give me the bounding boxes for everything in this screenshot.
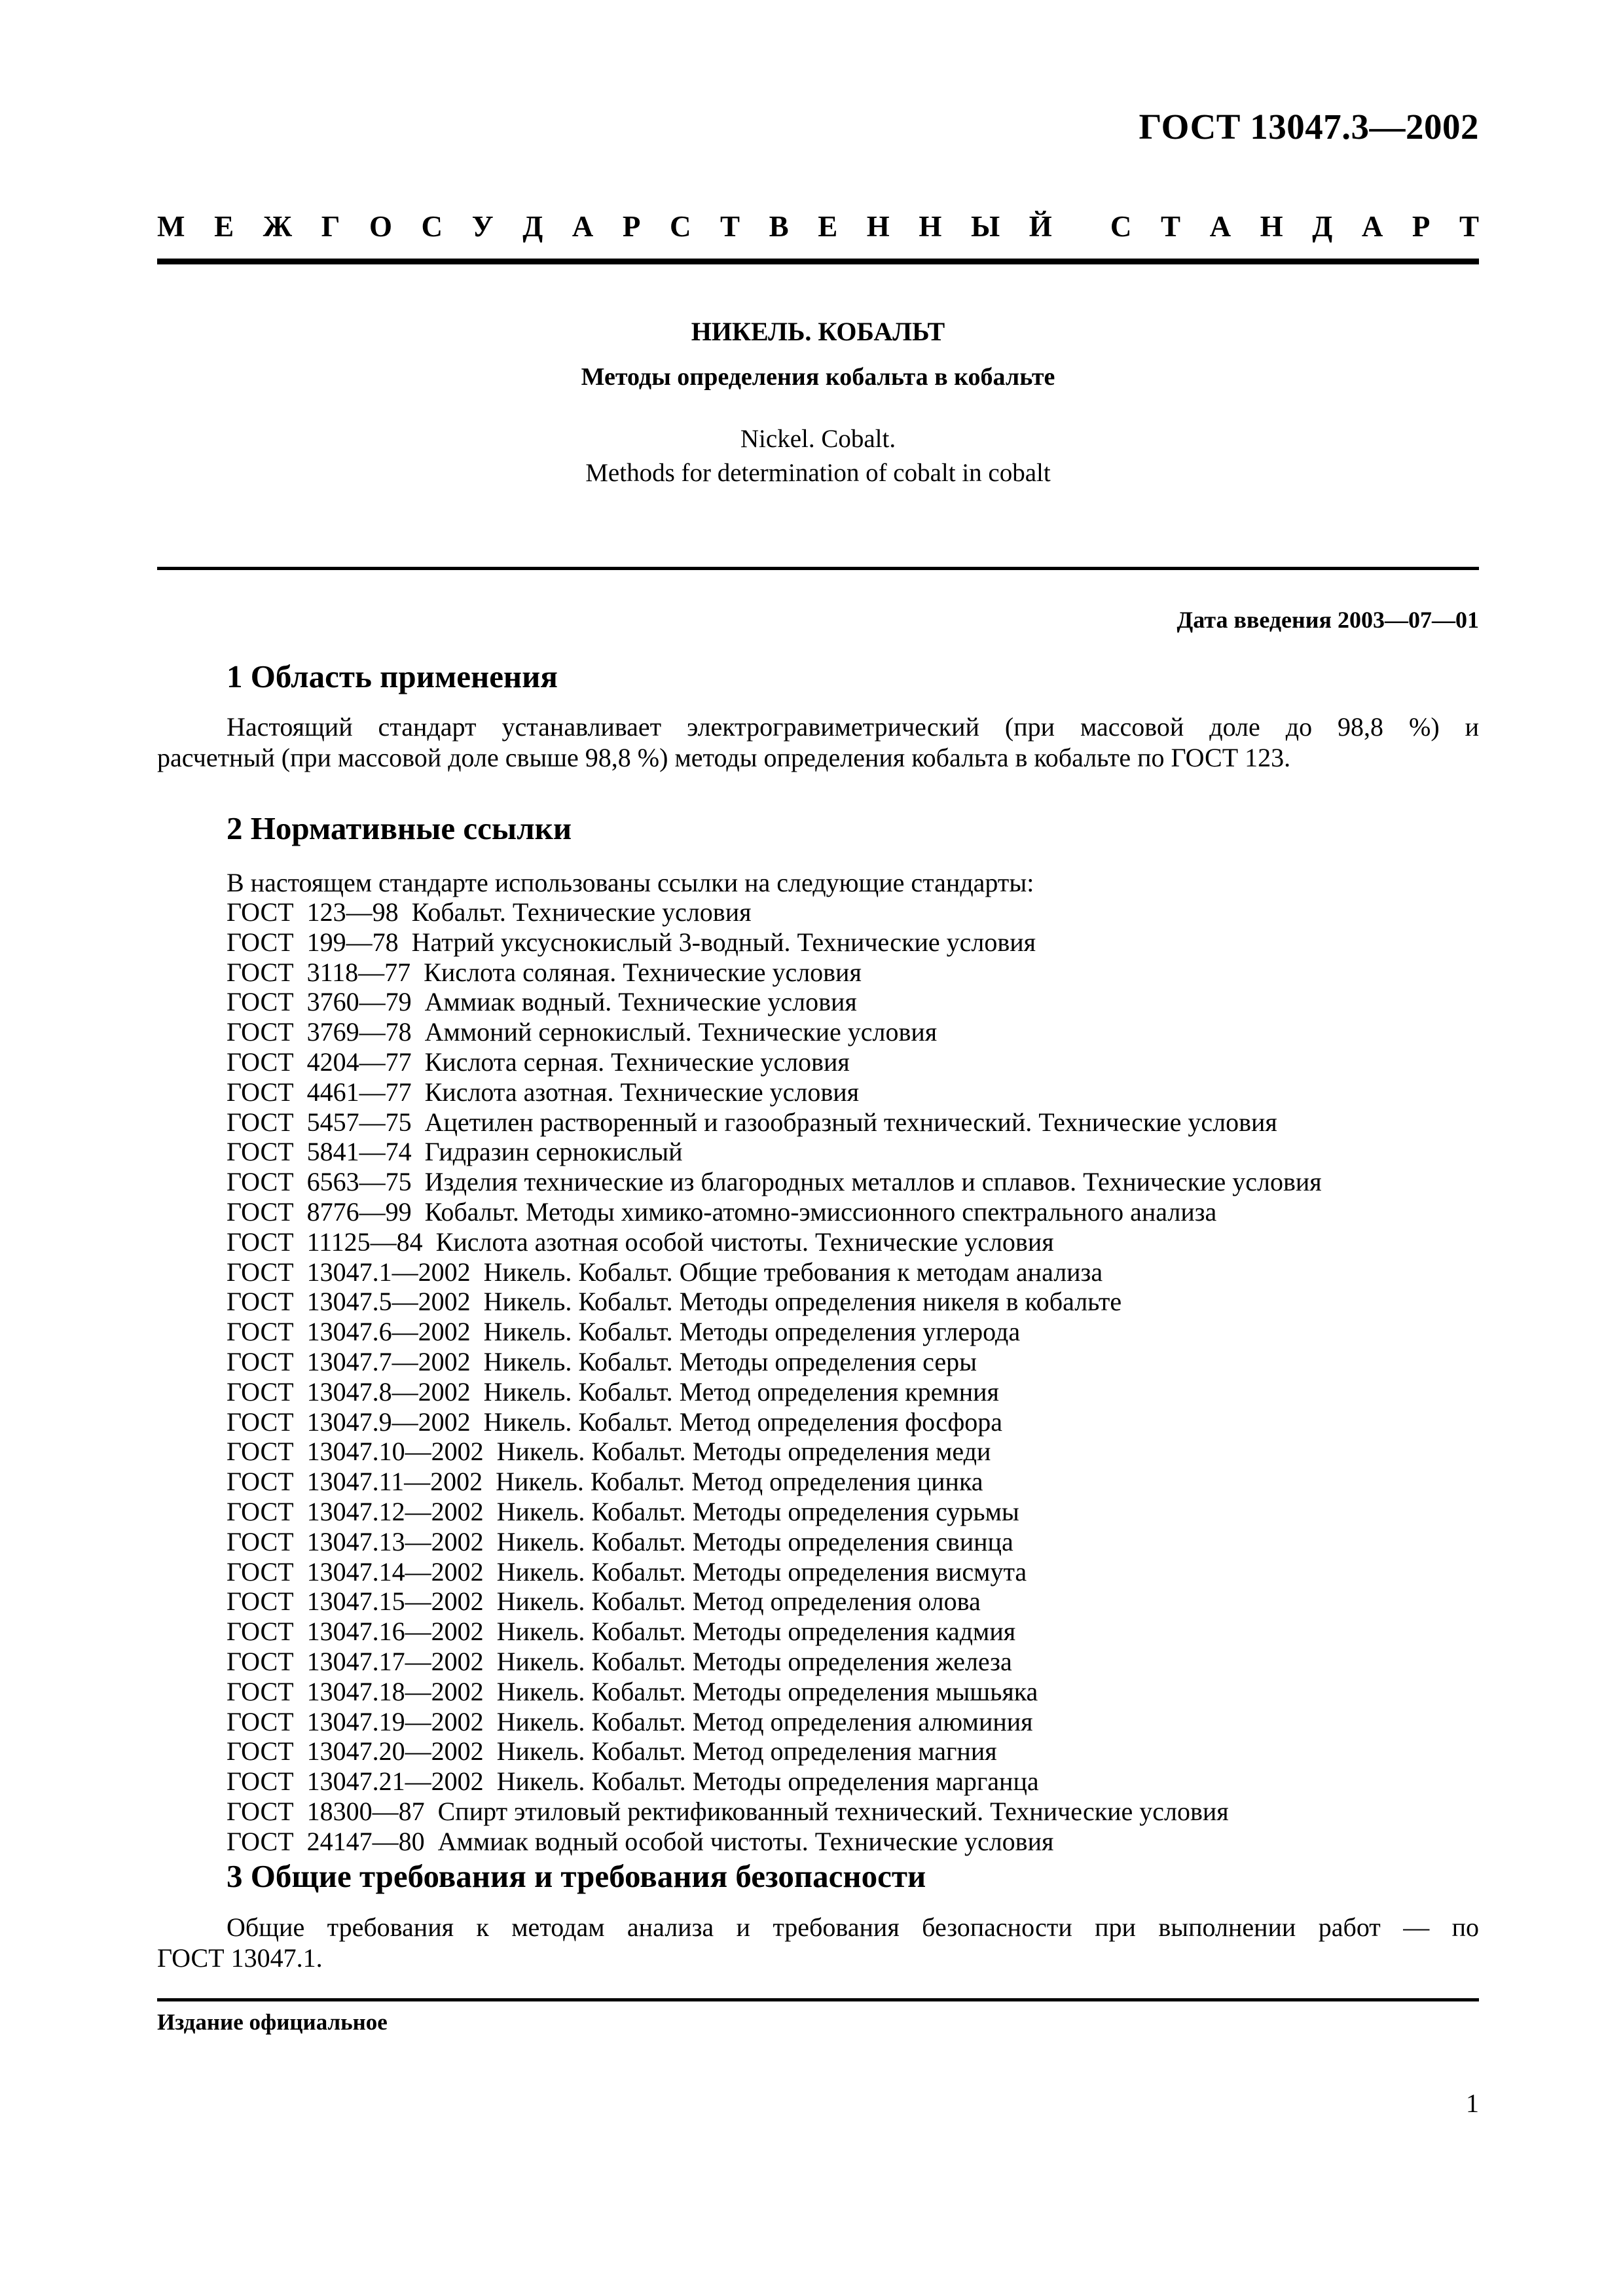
reference-title: Никель. Кобальт. Методы определения свинца	[496, 1526, 1013, 1556]
section-3-paragraph	[157, 1912, 1479, 1973]
reference-item	[227, 1767, 1322, 1797]
reference-prefix: ГОСТ	[227, 1526, 294, 1556]
section-3-line-1: Общие требования к методам анализа и требования безопасности при выполнении работ — по	[227, 1912, 1479, 1942]
reference-number: 3760—79	[306, 987, 412, 1017]
reference-item	[227, 1736, 1322, 1767]
reference-prefix: ГОСТ	[227, 1706, 294, 1736]
reference-title: Никель. Кобальт. Метод определения магния	[496, 1736, 997, 1767]
reference-item	[227, 1287, 1322, 1317]
interstate-standard-heading	[157, 209, 1479, 243]
reference-prefix: ГОСТ	[227, 1646, 294, 1676]
reference-item	[227, 1347, 1322, 1377]
reference-number: 6563—75	[306, 1167, 412, 1197]
page-number: 1	[1466, 2089, 1479, 2118]
reference-number: 13047.9—2002	[306, 1407, 471, 1437]
reference-prefix: ГОСТ	[227, 927, 294, 957]
reference-number: 5841—74	[306, 1137, 412, 1167]
reference-title: Ацетилен растворенный и газообразный технический. Технические условия	[424, 1107, 1277, 1137]
reference-prefix: ГОСТ	[227, 1676, 294, 1706]
reference-number: 4204—77	[306, 1047, 412, 1077]
reference-item	[227, 1137, 1322, 1167]
reference-title: Натрий уксуснокислый 3-водный. Технические условия	[411, 927, 1036, 957]
reference-title: Никель. Кобальт. Метод определения кремния	[483, 1376, 999, 1407]
interstate-letter: Е	[818, 210, 838, 243]
reference-title: Никель. Кобальт. Методы определения серы	[483, 1346, 977, 1376]
interstate-letter: У	[471, 210, 494, 243]
reference-item	[227, 1587, 1322, 1617]
interstate-letter: Т	[1161, 210, 1181, 243]
interstate-letter: А	[572, 210, 594, 243]
reference-item	[227, 927, 1322, 958]
reference-number: 13047.13—2002	[306, 1526, 484, 1556]
section-1-line-2: расчетный (при массовой доле свыше 98,8 %) методы определения кобальта в кобальте по ГОСТ 123.	[157, 743, 1291, 772]
reference-item	[227, 1827, 1322, 1857]
interstate-letter: Ы	[970, 210, 1000, 243]
reference-title: Гидразин сернокислый	[424, 1137, 683, 1167]
reference-item	[227, 1017, 1322, 1047]
reference-prefix: ГОСТ	[227, 1407, 294, 1437]
reference-prefix: ГОСТ	[227, 1467, 294, 1497]
reference-number: 13047.19—2002	[306, 1706, 484, 1736]
reference-title: Никель. Кобальт. Методы определения сурьмы	[496, 1496, 1019, 1526]
reference-number: 13047.12—2002	[306, 1496, 484, 1526]
reference-title: Аммиак водный. Технические условия	[424, 987, 857, 1017]
reference-item	[227, 1047, 1322, 1077]
reference-item	[227, 1677, 1322, 1707]
reference-prefix: ГОСТ	[227, 1107, 294, 1137]
reference-prefix: ГОСТ	[227, 987, 294, 1017]
title-en-line-2: Methods for determination of cobalt in cobalt	[585, 459, 1051, 487]
reference-number: 13047.6—2002	[306, 1317, 471, 1347]
reference-title: Никель. Кобальт. Метод определения олова	[496, 1587, 981, 1617]
reference-number: 199—78	[306, 927, 399, 957]
reference-number: 24147—80	[306, 1826, 425, 1856]
reference-item	[227, 897, 1322, 927]
reference-item	[227, 987, 1322, 1017]
interstate-letter: В	[769, 210, 789, 243]
reference-item	[227, 1617, 1322, 1647]
reference-number: 5457—75	[306, 1107, 412, 1137]
reference-title: Никель. Кобальт. Методы определения железа	[496, 1646, 1012, 1676]
document-title-ru: НИКЕЛЬ. КОБАЛЬТ	[691, 317, 945, 346]
reference-number: 13047.8—2002	[306, 1376, 471, 1407]
reference-title: Никель. Кобальт. Методы определения кадмия	[496, 1617, 1016, 1647]
reference-prefix: ГОСТ	[227, 1767, 294, 1797]
reference-item	[227, 1107, 1322, 1138]
reference-item	[227, 958, 1322, 988]
reference-prefix: ГОСТ	[227, 1137, 294, 1167]
reference-number: 18300—87	[306, 1796, 425, 1826]
reference-title: Никель. Кобальт. Методы определения никеля в кобальте	[483, 1287, 1122, 1317]
reference-item	[227, 1437, 1322, 1467]
references-list	[227, 897, 1322, 1857]
title-rule	[157, 567, 1479, 570]
section-3-heading: 3 Общие требования и требования безопасности	[227, 1858, 926, 1894]
reference-number: 8776—99	[306, 1196, 412, 1227]
reference-title: Кислота соляная. Технические условия	[424, 957, 862, 987]
reference-number: 13047.5—2002	[306, 1287, 471, 1317]
reference-title: Никель. Кобальт. Метод определения алюминия	[496, 1706, 1033, 1736]
reference-item	[227, 1797, 1322, 1827]
reference-number: 123—98	[306, 897, 399, 927]
reference-item	[227, 1557, 1322, 1587]
interstate-letter: С	[421, 210, 443, 243]
reference-title: Аммоний сернокислый. Технические условия	[424, 1017, 938, 1047]
interstate-letter: С	[669, 210, 691, 243]
reference-item	[227, 1227, 1322, 1257]
reference-number: 11125—84	[306, 1227, 423, 1257]
interstate-letter: Г	[321, 210, 340, 243]
reference-number: 3118—77	[306, 957, 411, 987]
section-3-line-2: ГОСТ 13047.1.	[157, 1943, 323, 1973]
reference-prefix: ГОСТ	[227, 897, 294, 927]
header-rule	[157, 259, 1479, 264]
reference-title: Кислота азотная особой чистоты. Технические условия	[435, 1227, 1054, 1257]
reference-prefix: ГОСТ	[227, 957, 294, 987]
reference-item	[227, 1467, 1322, 1497]
interstate-letter: О	[369, 210, 392, 243]
reference-number: 13047.14—2002	[306, 1556, 484, 1587]
reference-item	[227, 1167, 1322, 1197]
interstate-letter: Р	[622, 210, 641, 243]
reference-prefix: ГОСТ	[227, 1317, 294, 1347]
reference-prefix: ГОСТ	[227, 1077, 294, 1107]
interstate-letter: Ж	[263, 210, 293, 243]
title-en-line-1: Nickel. Cobalt.	[740, 425, 896, 453]
reference-title: Спирт этиловый ректификованный технический. Технические условия	[437, 1796, 1229, 1826]
interstate-letter: Д	[1312, 210, 1333, 243]
reference-item	[227, 1497, 1322, 1527]
reference-title: Никель. Кобальт. Метод определения цинка	[496, 1467, 983, 1497]
reference-number: 13047.10—2002	[306, 1437, 484, 1467]
section-1-heading: 1 Область применения	[227, 658, 558, 694]
reference-prefix: ГОСТ	[227, 1227, 294, 1257]
reference-title: Никель. Кобальт. Методы определения марганца	[496, 1767, 1039, 1797]
reference-prefix: ГОСТ	[227, 1617, 294, 1647]
reference-prefix: ГОСТ	[227, 1287, 294, 1317]
reference-number: 13047.15—2002	[306, 1587, 484, 1617]
reference-prefix: ГОСТ	[227, 1496, 294, 1526]
document-title-en	[157, 422, 1479, 490]
reference-item	[227, 1077, 1322, 1107]
reference-prefix: ГОСТ	[227, 1047, 294, 1077]
footer-rule	[157, 1998, 1479, 2001]
reference-number: 13047.16—2002	[306, 1617, 484, 1647]
reference-title: Никель. Кобальт. Методы определения углерода	[483, 1317, 1021, 1347]
interstate-letter: А	[1361, 210, 1383, 243]
interstate-letter: Е	[214, 210, 234, 243]
reference-title: Кобальт. Методы химико-атомно-эмиссионного спектрального анализа	[424, 1196, 1217, 1227]
section-2-heading: 2 Нормативные ссылки	[227, 810, 572, 846]
reference-title: Никель. Кобальт. Методы определения мышьяка	[496, 1676, 1038, 1706]
official-edition-label: Издание официальное	[157, 2009, 388, 2035]
reference-item	[227, 1377, 1322, 1407]
introduction-date: Дата введения 2003—07—01	[1176, 607, 1479, 633]
interstate-letter: Р	[1412, 210, 1431, 243]
interstate-letter: Й	[1029, 210, 1052, 243]
gost-code: ГОСТ 13047.3—2002	[1139, 107, 1479, 147]
reference-title: Кобальт. Технические условия	[411, 897, 752, 927]
interstate-letter: Д	[522, 210, 543, 243]
reference-item	[227, 1317, 1322, 1347]
section-1-paragraph	[157, 711, 1479, 773]
reference-item	[227, 1527, 1322, 1557]
interstate-letter: Н	[919, 210, 942, 243]
reference-number: 13047.18—2002	[306, 1676, 484, 1706]
reference-prefix: ГОСТ	[227, 1437, 294, 1467]
reference-prefix: ГОСТ	[227, 1376, 294, 1407]
reference-item	[227, 1197, 1322, 1227]
reference-prefix: ГОСТ	[227, 1017, 294, 1047]
reference-title: Кислота азотная. Технические условия	[424, 1077, 860, 1107]
interstate-letter: А	[1209, 210, 1231, 243]
reference-prefix: ГОСТ	[227, 1736, 294, 1767]
interstate-letter: Н	[1260, 210, 1283, 243]
interstate-letter: Т	[720, 210, 740, 243]
reference-number: 13047.20—2002	[306, 1736, 484, 1767]
document-subtitle-ru: Методы определения кобальта в кобальте	[581, 363, 1055, 391]
reference-title: Никель. Кобальт. Методы определения меди	[496, 1437, 991, 1467]
reference-prefix: ГОСТ	[227, 1556, 294, 1587]
reference-prefix: ГОСТ	[227, 1796, 294, 1826]
section-1-line-1: Настоящий стандарт устанавливает электрогравиметрический (при массовой доле до 98,8 %) и	[227, 712, 1479, 742]
references-intro: В настоящем стандарте использованы ссылки на следующие стандарты:	[227, 868, 1034, 897]
interstate-letter: С	[1110, 210, 1132, 243]
interstate-letter: Т	[1459, 210, 1479, 243]
reference-number: 13047.7—2002	[306, 1346, 471, 1376]
reference-number: 4461—77	[306, 1077, 412, 1107]
reference-number: 13047.21—2002	[306, 1767, 484, 1797]
reference-number: 13047.11—2002	[306, 1467, 483, 1497]
interstate-letter: М	[157, 210, 185, 243]
reference-title: Кислота серная. Технические условия	[424, 1047, 850, 1077]
reference-number: 13047.1—2002	[306, 1257, 471, 1287]
reference-number: 13047.17—2002	[306, 1646, 484, 1676]
interstate-letter: Н	[866, 210, 890, 243]
reference-prefix: ГОСТ	[227, 1826, 294, 1856]
reference-item	[227, 1257, 1322, 1287]
reference-item	[227, 1407, 1322, 1437]
reference-title: Изделия технические из благородных металлов и сплавов. Технические условия	[424, 1167, 1322, 1197]
reference-prefix: ГОСТ	[227, 1587, 294, 1617]
reference-title: Никель. Кобальт. Общие требования к методам анализа	[483, 1257, 1103, 1287]
reference-prefix: ГОСТ	[227, 1346, 294, 1376]
reference-item	[227, 1647, 1322, 1677]
reference-prefix: ГОСТ	[227, 1196, 294, 1227]
reference-title: Никель. Кобальт. Метод определения фосфора	[483, 1407, 1003, 1437]
reference-number: 3769—78	[306, 1017, 412, 1047]
reference-title: Никель. Кобальт. Методы определения висмута	[496, 1556, 1027, 1587]
reference-prefix: ГОСТ	[227, 1167, 294, 1197]
reference-item	[227, 1707, 1322, 1737]
reference-prefix: ГОСТ	[227, 1257, 294, 1287]
reference-title: Аммиак водный особой чистоты. Технические условия	[437, 1826, 1054, 1856]
